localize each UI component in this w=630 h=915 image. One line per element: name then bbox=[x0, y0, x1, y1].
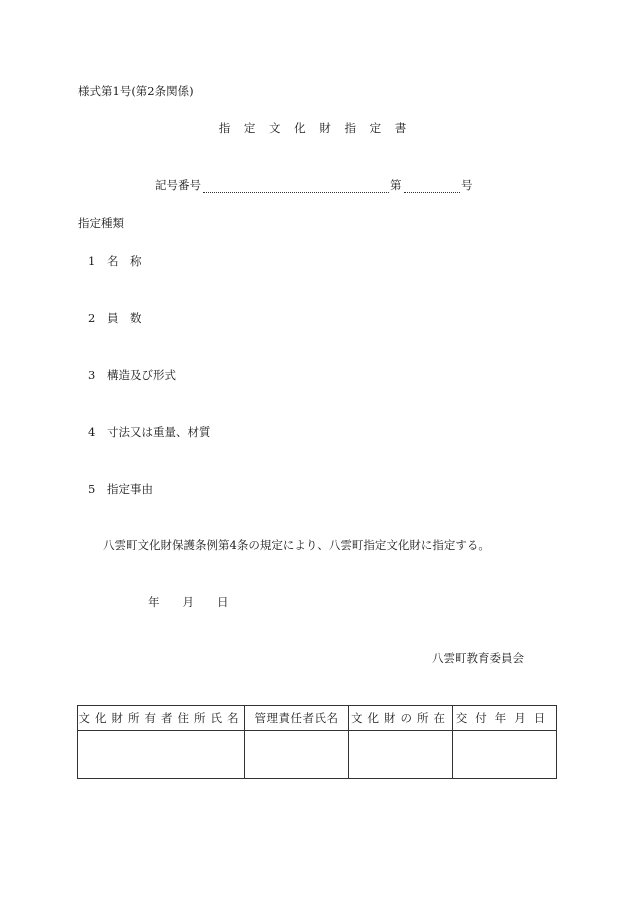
item-label: 構造及び形式 bbox=[107, 368, 176, 382]
item-label: 寸法又は重量、材質 bbox=[107, 425, 211, 439]
document-title: 指 定 文 化 財 指 定 書 bbox=[218, 121, 412, 135]
item-number: 5 bbox=[88, 482, 96, 496]
cell-location[interactable] bbox=[349, 731, 453, 779]
registration-number-fill-line bbox=[404, 192, 460, 193]
form-reference: 様式第1号(第2条関係) bbox=[78, 84, 194, 98]
item-label: 員 数 bbox=[107, 311, 142, 325]
cell-manager-name[interactable] bbox=[245, 731, 349, 779]
header-owner-address-name: 文化財所有者住所氏名 bbox=[78, 706, 245, 731]
table-header-row bbox=[78, 706, 557, 731]
cell-owner-address-name[interactable] bbox=[78, 731, 245, 779]
registration-number-prefix: 第 bbox=[390, 178, 402, 192]
item-dimensions bbox=[88, 427, 211, 439]
header-issue-date: 交付年月日 bbox=[453, 706, 557, 731]
registration-fill-line bbox=[203, 192, 389, 193]
item-label: 名 称 bbox=[107, 254, 142, 268]
item-number: 3 bbox=[88, 368, 96, 382]
item-number: 1 bbox=[88, 254, 96, 268]
item-number: 4 bbox=[88, 425, 96, 439]
table-row bbox=[78, 731, 557, 779]
item-number: 2 bbox=[88, 311, 96, 325]
issuer-name: 八雲町教育委員会 bbox=[432, 651, 524, 665]
registration-number-suffix: 号 bbox=[461, 178, 473, 192]
item-structure bbox=[88, 370, 176, 382]
item-label: 指定事由 bbox=[107, 482, 153, 496]
header-manager-name: 管理責任者氏名 bbox=[245, 706, 349, 731]
owner-info-table bbox=[77, 705, 557, 779]
item-quantity bbox=[88, 313, 142, 325]
cell-issue-date[interactable] bbox=[453, 731, 557, 779]
registration-label: 記号番号 bbox=[155, 178, 201, 192]
header-location: 文化財の所在 bbox=[349, 706, 453, 731]
date-line: 年 月 日 bbox=[148, 595, 229, 609]
designation-statement: 八雲町文化財保護条例第4条の規定により、八雲町指定文化財に指定する。 bbox=[103, 538, 490, 552]
category-label: 指定種類 bbox=[78, 216, 124, 230]
item-reason bbox=[88, 484, 153, 496]
item-name bbox=[88, 256, 142, 268]
